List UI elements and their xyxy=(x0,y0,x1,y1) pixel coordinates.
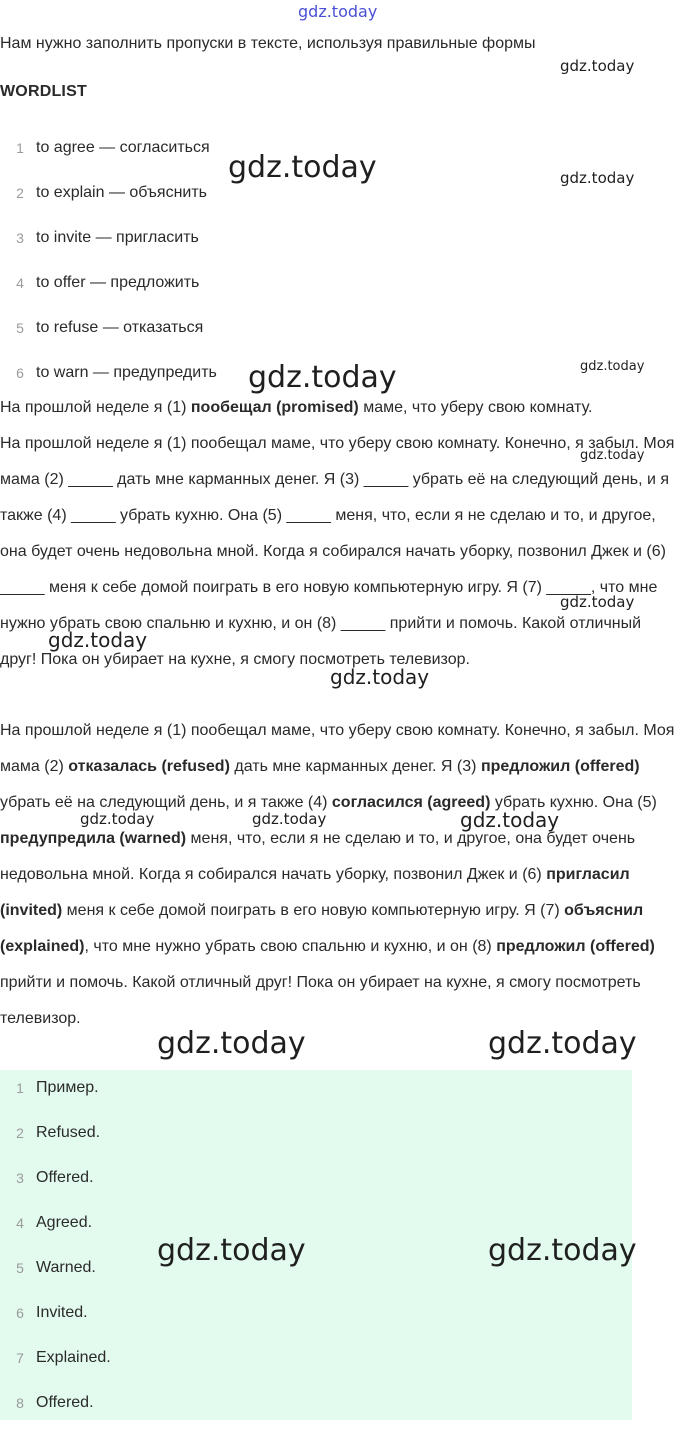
example-sentence xyxy=(0,390,680,426)
answer-text: , что мне нужно убрать свою спальню и кухню, и он (8) xyxy=(84,938,497,955)
item-number: 5 xyxy=(16,320,24,336)
item-text: to refuse — отказаться xyxy=(36,319,204,336)
item-text: to invite — пригласить xyxy=(36,229,199,246)
item-number: 1 xyxy=(16,1080,24,1096)
answer-word: предупредила (warned) xyxy=(0,830,187,847)
answer-text: убрать кухню. Она (5) xyxy=(490,794,657,811)
item-number: 1 xyxy=(16,140,24,156)
item-number: 3 xyxy=(16,230,24,246)
watermark: gdz.today xyxy=(580,359,645,374)
item-number: 6 xyxy=(16,1305,24,1321)
item-text: Refused. xyxy=(36,1124,101,1141)
answer-word: согласился (agreed) xyxy=(331,794,491,811)
watermark: gdz.today xyxy=(560,169,635,187)
watermark: gdz.today xyxy=(80,810,155,828)
answer-word: объяснил (explained) xyxy=(0,902,644,955)
answer-word: предложил (offered) xyxy=(496,938,655,955)
list-item xyxy=(0,1392,680,1437)
watermark: gdz.today xyxy=(228,150,377,185)
watermark: gdz.today xyxy=(252,810,327,828)
watermark: gdz.today xyxy=(48,628,148,652)
watermark: gdz.today xyxy=(488,1233,637,1268)
watermark: gdz.today xyxy=(580,448,645,463)
list-item xyxy=(0,227,680,272)
answer-word: предложил (offered) xyxy=(480,758,640,775)
list-item xyxy=(0,1347,680,1392)
list-item xyxy=(0,182,680,227)
answer-word: пригласил (invited) xyxy=(0,866,630,919)
watermark: gdz.today xyxy=(157,1026,306,1061)
list-item xyxy=(0,1122,680,1167)
example-after: маме, что уберу свою комнату. xyxy=(358,399,593,416)
answer-text: убрать её на следующий день, и я также (4) xyxy=(0,794,332,811)
answer-paragraph xyxy=(0,713,680,1037)
answer-text: меня, что, если я не сделаю и то, и другое, она будет очень недовольна мной. Когда я собирался начать уборку, позвонил Джек и (6) xyxy=(0,830,636,883)
item-number: 4 xyxy=(16,275,24,291)
answer-text: прийти и помочь. Какой отличный друг! Пока он убирает на кухне, я смогу посмотреть телевизор. xyxy=(0,974,641,1027)
item-number: 3 xyxy=(16,1170,24,1186)
item-text: Agreed. xyxy=(36,1214,93,1231)
list-item xyxy=(0,1077,680,1122)
list-item xyxy=(0,272,680,317)
watermark: gdz.today xyxy=(488,1026,637,1061)
item-text: Invited. xyxy=(36,1304,88,1321)
item-number: 6 xyxy=(16,365,24,381)
item-number: 5 xyxy=(16,1260,24,1276)
watermark: gdz.today xyxy=(560,57,635,75)
item-number: 2 xyxy=(16,1125,24,1141)
item-number: 7 xyxy=(16,1350,24,1366)
item-text: to warn — предупредить xyxy=(36,364,217,381)
answer-text: На прошлой неделе я (1) пообещал маме, что уберу свою комнату. Конечно, я забыл. Моя мама (2) xyxy=(0,722,675,775)
item-text: Offered. xyxy=(36,1394,94,1411)
list-item xyxy=(0,1302,680,1347)
item-number: 2 xyxy=(16,185,24,201)
item-text: Warned. xyxy=(36,1259,96,1276)
watermark: gdz.today xyxy=(157,1233,306,1268)
answer-text: дать мне карманных денег. Я (3) xyxy=(229,758,481,775)
watermark: gdz.today xyxy=(298,2,378,21)
watermark: gdz.today xyxy=(560,593,635,611)
item-text: Explained. xyxy=(36,1349,111,1366)
intro-text: Нам нужно заполнить пропуски в тексте, используя правильные формы xyxy=(0,35,536,52)
item-text: Offered. xyxy=(36,1169,94,1186)
item-text: to explain — объяснить xyxy=(36,184,208,201)
watermark: gdz.today xyxy=(460,808,560,832)
list-item xyxy=(0,1167,680,1212)
list-item xyxy=(0,317,680,362)
watermark: gdz.today xyxy=(248,360,397,395)
item-text: to agree — согласиться xyxy=(36,139,210,156)
item-number: 8 xyxy=(16,1395,24,1411)
example-answer: пообещал (promised) xyxy=(190,399,359,416)
item-text: Пример. xyxy=(36,1079,99,1096)
wordlist-heading: WORDLIST xyxy=(0,83,87,100)
example-before: На прошлой неделе я (1) xyxy=(0,399,191,416)
watermark: gdz.today xyxy=(330,665,430,689)
answer-word: отказалась (refused) xyxy=(68,758,230,775)
item-number: 4 xyxy=(16,1215,24,1231)
item-text: to offer — предложить xyxy=(36,274,200,291)
task-paragraph: На прошлой неделе я (1) пообещал маме, что уберу свою комнату. Конечно, я забыл. Моя мама (2) _____ дать мне карманных денег. Я (3) _____ убрать её на следующий день, и я также (4) _____ убрать кухню. Она (5) _____ меня, что, если я не сделаю и то, и другое, она будет очень недовольна мной. Когда я собирался начать уборку, позвонил Джек и (6) _____ меня к себе домой поиграть в его новую компьютерную игру. Я (7) _____, что мне нужно убрать свою спальню и кухню, и он (8) _____ прийти и помочь. Какой отличный друг! Пока он убирает на кухне, я смогу посмотреть телевизор. xyxy=(0,435,675,668)
answer-text: меня к себе домой поиграть в его новую компьютерную игру. Я (7) xyxy=(62,902,565,919)
